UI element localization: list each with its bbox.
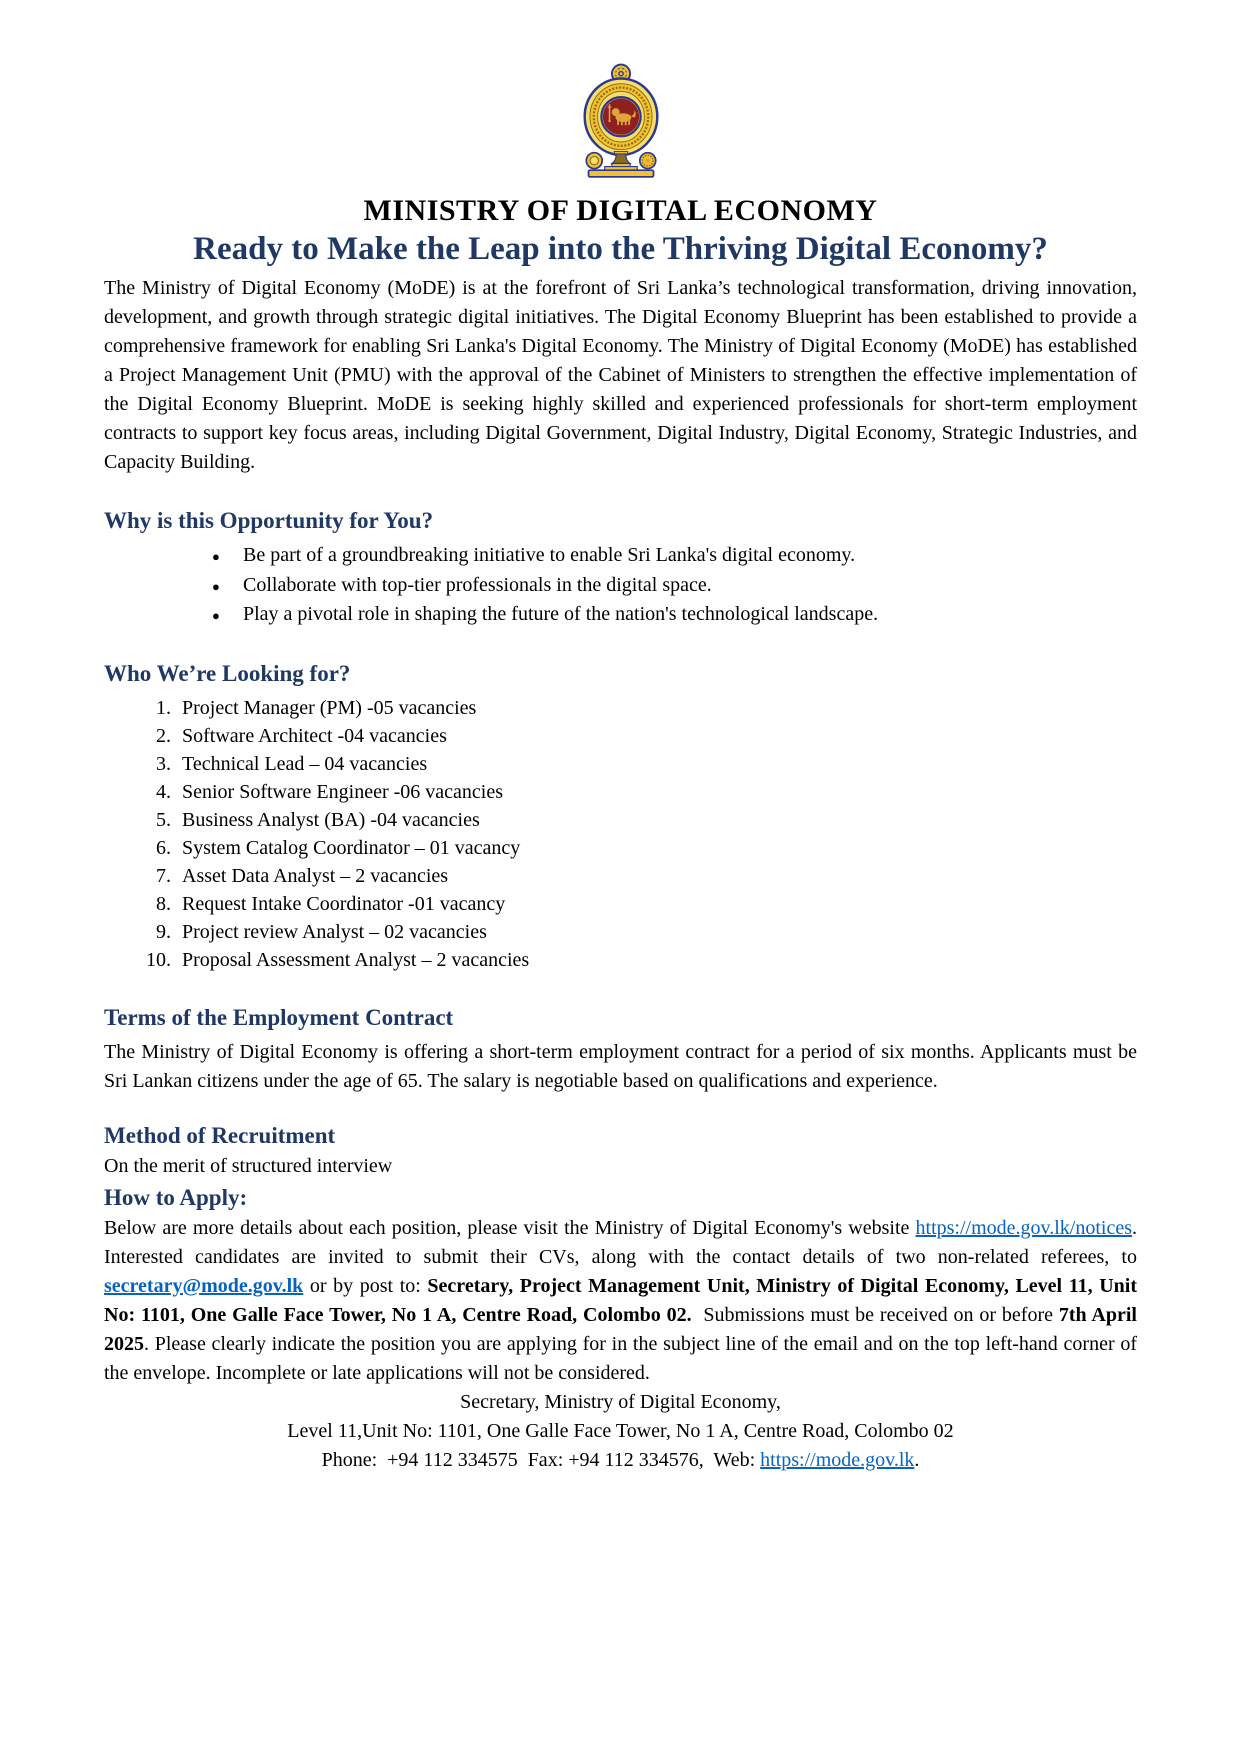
apply-text-2: . Interested candidates are invited to submit their CVs, along with the contact details of two non-related referees, to [104,1216,1137,1268]
page-title: MINISTRY OF DIGITAL ECONOMY [363,194,878,227]
footer-phone-fax-text: Phone: +94 112 334575 Fax: +94 112 334576, Web: [321,1448,761,1471]
section-heading-why: Why is this Opportunity for You? [104,508,434,533]
vacancy-list [104,694,1137,974]
footer-address-line: Level 11,Unit No: 1101, One Galle Face Tower, No 1 A, Centre Road, Colombo 02 [287,1419,954,1442]
vacancy-item: 10. Proposal Assessment Analyst – 2 vacancies [176,946,1137,974]
logo-container [104,62,1137,184]
section-heading-terms: Terms of the Employment Contract [104,1004,454,1030]
intro-paragraph: The Ministry of Digital Economy (MoDE) is at the forefront of Sri Lanka’s technological transformation, driving innovation, development, and growth through strategic digital initiatives. The Digital Economy Blueprint has been established to provide a comprehensive framework for enabling Sri Lanka's Digital Economy. The Ministry of Digital Economy (MoDE) has established a Project Management Unit (PMU) with the approval of the Cabinet of Ministers to strengthen the effective implementation of the Digital Economy Blueprint. MoDE is seeking highly skilled and experienced professionals for short-term employment contracts to support key focus areas, including Digital Government, Digital Industry, Digital Economy, Strategic Industries, and Capacity Building. [104,277,1137,473]
section-heading-method: Method of Recruitment [104,1122,336,1148]
footer-period: . [914,1448,920,1471]
apply-text-1: Below are more details about each position, please visit the Ministry of Digital Economy's website [104,1216,916,1239]
vacancy-item: 7. Asset Data Analyst – 2 vacancies [176,862,1137,890]
footer-phone-line [104,1446,1137,1475]
vacancy-item: 5. Business Analyst (BA) -04 vacancies [176,806,1137,834]
headline: Ready to Make the Leap into the Thriving Digital Economy? [193,231,1048,267]
vacancy-item: 8. Request Intake Coordinator -01 vacancy [176,890,1137,918]
bullet-item: ● Collaborate with top-tier professionals in the digital space. [212,571,1137,601]
apply-text-3: or by post to: [303,1274,428,1297]
vacancy-item: 6. System Catalog Coordinator – 01 vacancy [176,834,1137,862]
notices-link[interactable]: https://mode.gov.lk/notices [915,1216,1132,1239]
bullet-item: ● Play a pivotal role in shaping the future of the nation's technological landscape. [212,600,1137,630]
vacancy-item: 3. Technical Lead – 04 vacancies [176,750,1137,778]
vacancy-item: 2. Software Architect -04 vacancies [176,722,1137,750]
email-link[interactable]: secretary@mode.gov.lk [104,1274,304,1297]
footer-secretary-line: Secretary, Ministry of Digital Economy, [460,1390,781,1413]
apply-text-5: . Please clearly indicate the position you are applying for in the subject line of the email and on the top left-hand corner of the envelope. Incomplete or late applications will not be considered. [104,1332,1137,1384]
apply-text-4: Submissions must be received on or before [691,1303,1059,1326]
apply-paragraph [104,1214,1137,1388]
terms-paragraph: The Ministry of Digital Economy is offering a short-term employment contract for a period of six months. Applicants must be Sri Lankan citizens under the age of 65. The salary is negotiable based on qualifications and experience. [104,1040,1137,1092]
postal-address-bold: Secretary, Project Management Unit, Ministry of Digital Economy, Level 11, Unit No: 1101, One Galle Face Tower, No 1 A, Centre Road, Colombo 02. [104,1274,1137,1326]
method-text: On the merit of structured interview [104,1154,393,1177]
vacancy-item: 1. Project Manager (PM) -05 vacancies [176,694,1137,722]
website-link[interactable]: https://mode.gov.lk [760,1448,915,1471]
footer-contact-block [104,1388,1137,1475]
bullet-item: ● Be part of a groundbreaking initiative to enable Sri Lanka's digital economy. [212,541,1137,571]
why-bullet-list [212,541,1137,630]
deadline-bold: 7th April 2025 [104,1303,1137,1355]
section-heading-apply: How to Apply: [104,1184,248,1210]
section-heading-who: Who We’re Looking for? [104,660,351,686]
vacancy-item: 9. Project review Analyst – 02 vacancies [176,918,1137,946]
sri-lanka-national-emblem-icon [578,62,664,179]
vacancy-item: 4. Senior Software Engineer -06 vacancies [176,778,1137,806]
